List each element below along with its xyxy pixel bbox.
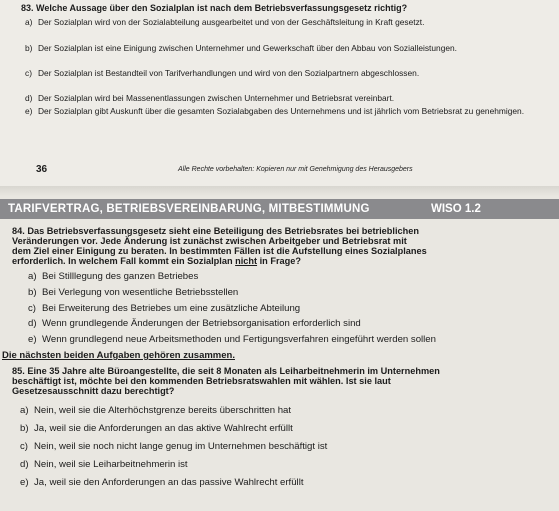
option-key: e)	[20, 477, 29, 488]
question-85-line: beschäftigt ist, möchte bei den kommenden Betriebsratswahlen mit wählen. Ist sie laut	[12, 376, 391, 386]
option-text: Wenn grundlegende Änderungen der Betriebsorganisation erforderlich sind	[42, 318, 361, 329]
line-start: erforderlich. In welchem Fall kommt ein Sozialplan	[12, 256, 236, 266]
question-84-line: Veränderungen vor. Jede Änderung ist zunächst zwischen Arbeitgeber und Betriebsrat mit	[12, 236, 407, 246]
question-84-option-e	[28, 334, 548, 345]
option-key: b)	[28, 287, 37, 298]
question-85-option-d	[20, 459, 540, 470]
banner-code: WISO 1.2	[431, 203, 481, 215]
option-key: c)	[25, 68, 32, 78]
question-85-line: Gesetzesausschnitt dazu berechtigt?	[12, 386, 175, 396]
option-key: d)	[28, 318, 37, 329]
option-text: Ja, weil sie die Anforderungen an das aktive Wahlrecht erfüllt	[34, 423, 293, 434]
question-83-option-d	[25, 93, 548, 103]
question-85-option-a	[20, 405, 540, 416]
question-83-option-a	[25, 17, 548, 27]
page-number: 36	[36, 164, 48, 175]
question-84-option-a	[28, 271, 548, 282]
banner-title: TARIFVERTRAG, BETRIEBSVEREINBARUNG, MITBESTIMMUNG	[8, 203, 370, 215]
question-83-title: 83. Welche Aussage über den Sozialplan ist nach dem Betriebsverfassungsgesetz richtig?	[21, 3, 408, 13]
question-83-option-c	[25, 68, 548, 78]
option-key: e)	[25, 106, 33, 116]
option-key: a)	[28, 271, 37, 282]
option-key: d)	[20, 459, 29, 470]
underlined-word: nicht	[235, 256, 258, 266]
option-text: Ja, weil sie den Anforderungen an das passive Wahlrecht erfüllt	[34, 477, 304, 488]
copyright-notice: Alle Rechte vorbehalten: Kopieren nur mit Genehmigung des Herausgebers	[178, 166, 413, 173]
question-84-line: dem Ziel einer Einigung zu beraten. In bestimmten Fällen ist die Aufstellung eines Sozialplanes	[12, 246, 427, 256]
option-key: a)	[20, 405, 29, 416]
option-text: Nein, weil sie noch nicht lange genug im Unternehmen beschäftigt ist	[34, 441, 328, 452]
option-text: Bei Verlegung von wesentliche Betriebsstellen	[42, 287, 239, 298]
option-text: Der Sozialplan ist Bestandteil von Tarifverhandlungen und wird von den Sozialpartnern abgeschlossen.	[38, 68, 420, 78]
page-fold-shadow	[0, 186, 559, 196]
question-84-option-c	[28, 303, 548, 314]
option-text: Der Sozialplan wird bei Massenentlassungen zwischen Unternehmer und Betriebsrat vereinbart.	[38, 93, 395, 103]
option-key: d)	[25, 93, 33, 103]
option-text: Der Sozialplan wird von der Sozialabteilung ausgearbeitet und von der Geschäftsleitung in Kraft gesetzt.	[38, 17, 425, 27]
question-83-option-b	[25, 43, 548, 53]
option-text: Bei Erweiterung des Betriebes um eine zusätzliche Abteilung	[42, 303, 301, 314]
question-84-line: 84. Das Betriebsverfassungsgesetz sieht eine Beteiligung des Betriebsrates bei betrieblichen	[12, 226, 419, 236]
line-end: in Frage?	[257, 256, 301, 266]
option-text: Der Sozialplan gibt Auskunft über die gesamten Sozialabgaben des Unternehmens und ist jährlich vom Betriebsrat zu genehmigen.	[38, 106, 525, 116]
question-84-option-b	[28, 287, 548, 298]
option-text: Bei Stilllegung des ganzen Betriebes	[42, 271, 199, 282]
question-85-option-b	[20, 423, 540, 434]
question-84-line	[12, 256, 552, 266]
option-text: Wenn grundlegend neue Arbeitsmethoden und Fertigungsverfahren eingeführt werden sollen	[42, 334, 436, 345]
question-85-option-c	[20, 441, 540, 452]
question-85-line: 85. Eine 35 Jahre alte Büroangestellte, die seit 8 Monaten als Leiharbeitnehmerin im Unternehmen	[12, 366, 440, 376]
option-key: b)	[25, 43, 33, 53]
option-text: Nein, weil sie Leiharbeitnehmerin ist	[34, 459, 188, 470]
option-key: c)	[28, 303, 36, 314]
question-85-option-e	[20, 477, 540, 488]
question-84-option-d	[28, 318, 548, 329]
section-note: Die nächsten beiden Aufgaben gehören zusammen.	[2, 350, 235, 361]
option-text: Nein, weil sie die Alterhöchstgrenze bereits überschritten hat	[34, 405, 292, 416]
question-84-text	[12, 226, 552, 266]
question-83-option-e	[25, 106, 548, 116]
question-85-text	[12, 366, 552, 396]
option-key: c)	[20, 441, 28, 452]
section-banner	[0, 199, 559, 219]
option-text: Der Sozialplan ist eine Einigung zwischen Unternehmer und Gewerkschaft über den Abbau von Sozialleistungen.	[38, 43, 457, 53]
option-key: a)	[25, 17, 33, 27]
option-key: b)	[20, 423, 29, 434]
option-key: e)	[28, 334, 37, 345]
